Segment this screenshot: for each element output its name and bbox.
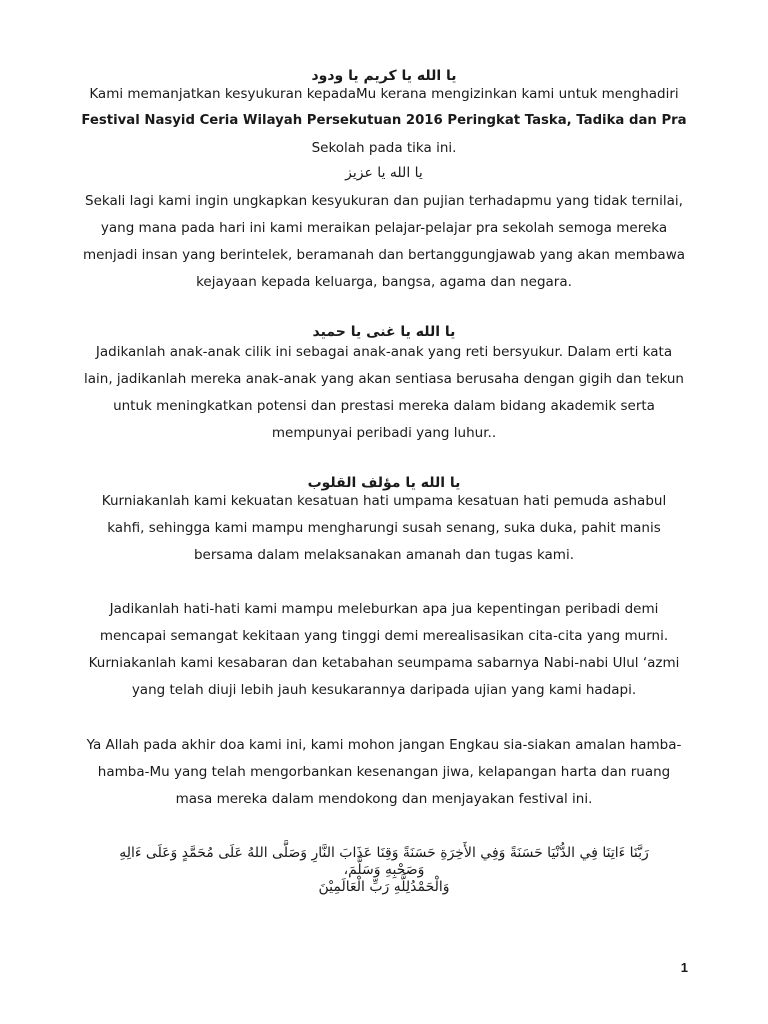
paragraph-6-line-2: hamba-Mu yang telah mengorbankan kesenangan jiwa, kelapangan harta dan ruang (97, 764, 671, 780)
paragraph-6-line-3: masa mereka dalam mendokong dan menjayakan festival ini. (175, 791, 593, 807)
paragraph-2-line-4: kejayaan kepada keluarga, bangsa, agama dan negara. (196, 274, 572, 290)
paragraph-5-line-2: mencapai semangat kekitaan yang tinggi demi merealisasikan cita-cita yang murni. (99, 628, 669, 644)
invocation-heading-2: يا الله يا عزيز (345, 165, 423, 181)
closing-verse-line-2: وَصَحْبِهِ وَسَلَّمَ، (343, 862, 425, 878)
invocation-heading-1: يا الله يا كريم يا ودود (311, 68, 457, 84)
paragraph-5-line-1: Jadikanlah hati-hati kami mampu meleburkan apa jua kepentingan peribadi demi (109, 601, 659, 617)
paragraph-1-line-2: Festival Nasyid Ceria Wilayah Persekutuan 2016 Peringkat Taska, Tadika dan Pra (81, 113, 687, 128)
paragraph-1-line-3: Sekolah pada tika ini. (311, 140, 457, 156)
paragraph-3-line-3: untuk meningkatkan potensi dan prestasi mereka dalam bidang akademik serta (113, 398, 655, 414)
paragraph-6-line-1: Ya Allah pada akhir doa kami ini, kami mohon jangan Engkau sia-siakan amalan hamba- (86, 737, 682, 753)
paragraph-3-line-2: lain, jadikanlah mereka anak-anak yang akan sentiasa berusaha dengan gigih dan tekun (84, 371, 684, 387)
paragraph-5-line-3: Kurniakanlah kami kesabaran dan ketabahan seumpama sabarnya Nabi-nabi Ulul ‘azmi (88, 655, 680, 671)
closing-verse-line-3: وَالْحَمْدُلِلَّهِ رَبِّ الْعَالَمِيْنَ (318, 879, 450, 895)
invocation-heading-4: يا الله يا مؤلف القلوب (307, 475, 461, 491)
paragraph-2-line-3: menjadi insan yang berintelek, beramanah dan bertanggungjawab yang akan membawa (82, 247, 686, 263)
paragraph-5-line-4: yang telah diuji lebih jauh kesukarannya daripada ujian yang kami hadapi. (131, 682, 637, 698)
paragraph-4-line-1: Kurniakanlah kami kekuatan kesatuan hati umpama kesatuan hati pemuda ashabul (101, 493, 667, 509)
paragraph-1-line-1: Kami memanjatkan kesyukuran kepadaMu kerana mengizinkan kami untuk menghadiri (89, 86, 679, 102)
page-number: 1 (680, 960, 688, 975)
paragraph-3-line-4: mempunyai peribadi yang luhur.. (271, 425, 497, 441)
paragraph-2-line-2: yang mana pada hari ini kami meraikan pelajar-pelajar pra sekolah semoga mereka (100, 220, 668, 236)
paragraph-2-line-1: Sekali lagi kami ingin ungkapkan kesyukuran dan pujian terhadapmu yang tidak ternilai, (85, 193, 683, 209)
invocation-heading-3: يا الله يا غنى يا حميد (312, 324, 456, 340)
paragraph-4-line-3: bersama dalam melaksanakan amanah dan tugas kami. (193, 547, 574, 563)
paragraph-3-line-1: Jadikanlah anak-anak cilik ini sebagai anak-anak yang reti bersyukur. Dalam erti kata (95, 344, 673, 360)
paragraph-4-line-2: kahfi, sehingga kami mampu mengharungi susah senang, suka duka, pahit manis (107, 520, 661, 536)
closing-verse-line-1: رَبَّنَا ءَاتِنَا فِي الدُّنْيَا حَسَنَةً وَفِي الأَخِرَةِ حَسَنَةً وَقِنَا عَذَابَ النَّارِ وَصَلَّى اللهُ عَلَى مُحَمَّدٍ وَعَلَى ءَالِهِ (119, 845, 649, 861)
